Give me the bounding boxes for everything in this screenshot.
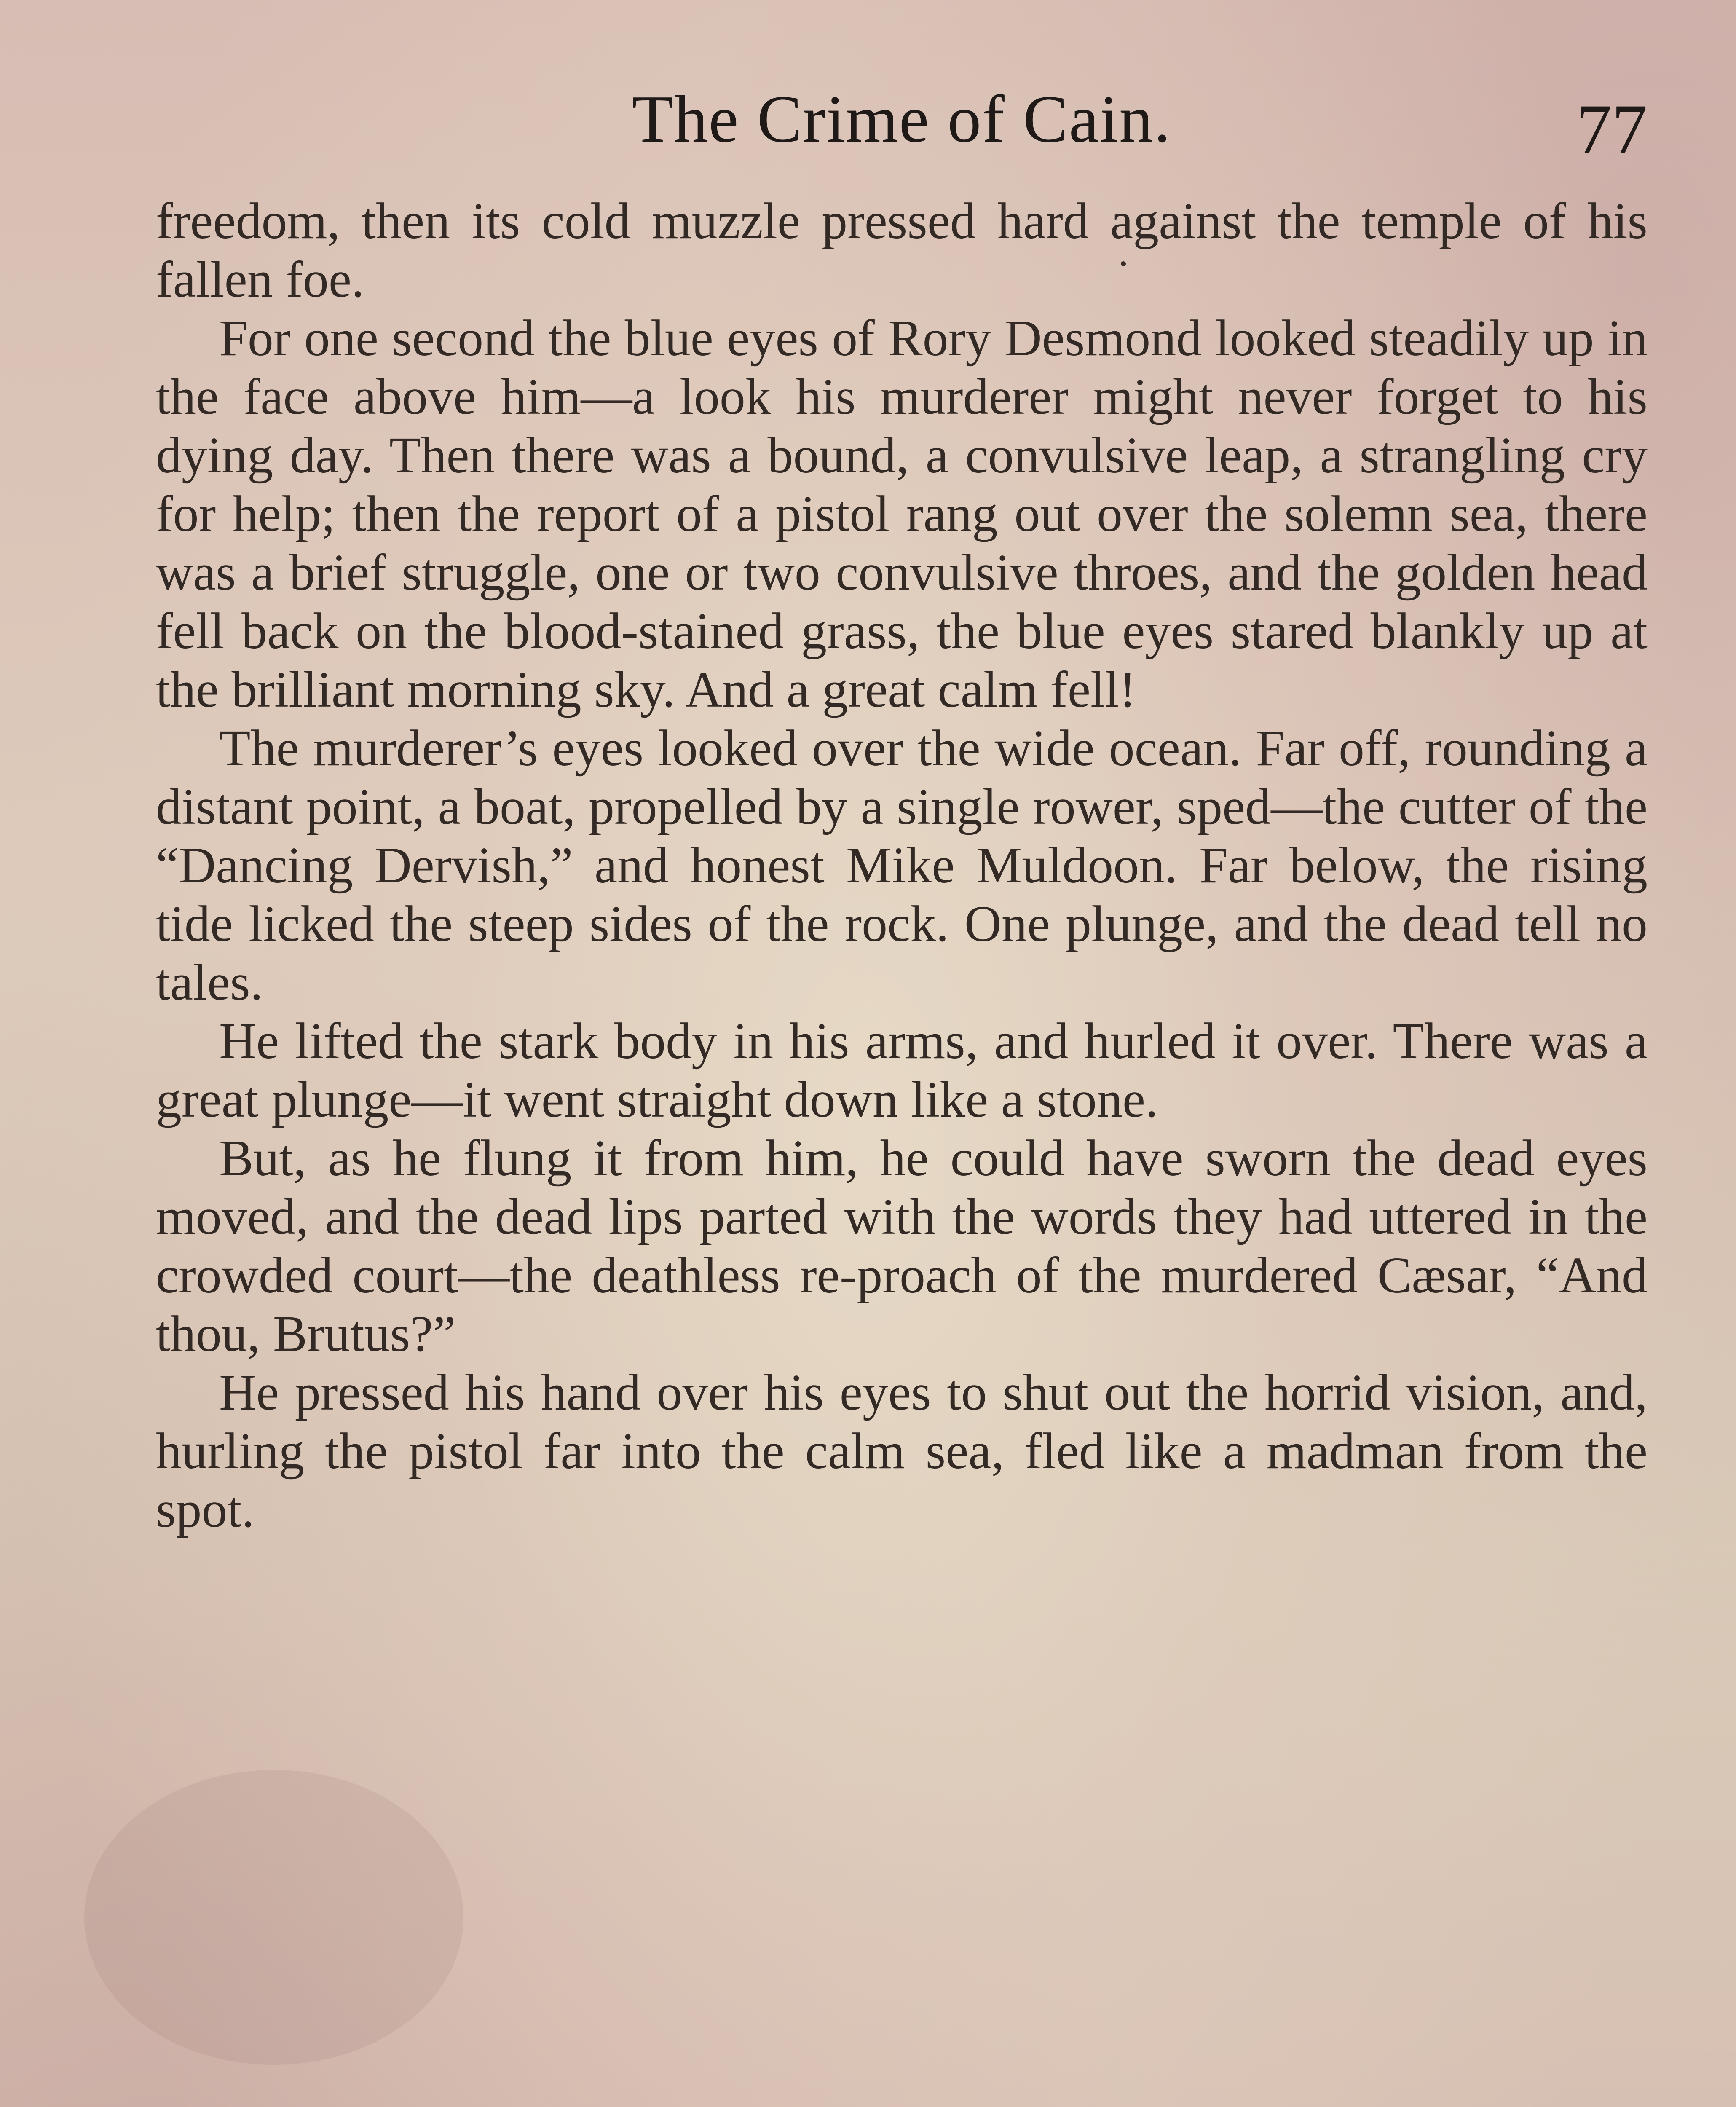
paragraph: The murderer’s eyes looked over the wide ocean. Far off, rounding a distant point, a boat, propelled by a single rower, sped—the cutter of the “Dancing Dervish,” and honest Mike Muldoon. Far below, the rising tide licked the steep sides of the rock. One plunge, and the dead tell no tales. [156, 720, 1648, 1011]
running-head [156, 72, 1648, 169]
ink-speck [1121, 261, 1126, 266]
body-text [156, 192, 1648, 1539]
paragraph: freedom, then its cold muzzle pressed hard against the temple of his fallen foe. [156, 193, 1648, 308]
paragraph: But, as he flung it from him, he could have sworn the dead eyes moved, and the dead lips parted with the words they had uttered in the crowded court—the deathless re-proach of the murdered Cæsar, “And thou, Brutus?” [156, 1130, 1648, 1362]
page-number: 77 [1576, 90, 1648, 169]
running-title: The Crime of Cain. [632, 81, 1172, 156]
paper-stain [84, 1770, 463, 2065]
paragraph: For one second the blue eyes of Rory Desmond looked steadily up in the face above him—a look his murderer might never forget to his dying day. Then there was a bound, a convulsive leap, a strangling cry for help; then the report of a pistol rang out over the solemn sea, there was a brief struggle, one or two convulsive throes, and the golden head fell back on the blood-stained grass, the blue eyes stared blankly up at the brilliant morning sky. And a great calm fell! [156, 310, 1648, 718]
paragraph: He pressed his hand over his eyes to shut out the horrid vision, and, hurling the pistol far into the calm sea, fled like a madman from the spot. [156, 1364, 1648, 1538]
paragraph: He lifted the stark body in his arms, and hurled it over. There was a great plunge—it went straight down like a stone. [156, 1013, 1648, 1128]
